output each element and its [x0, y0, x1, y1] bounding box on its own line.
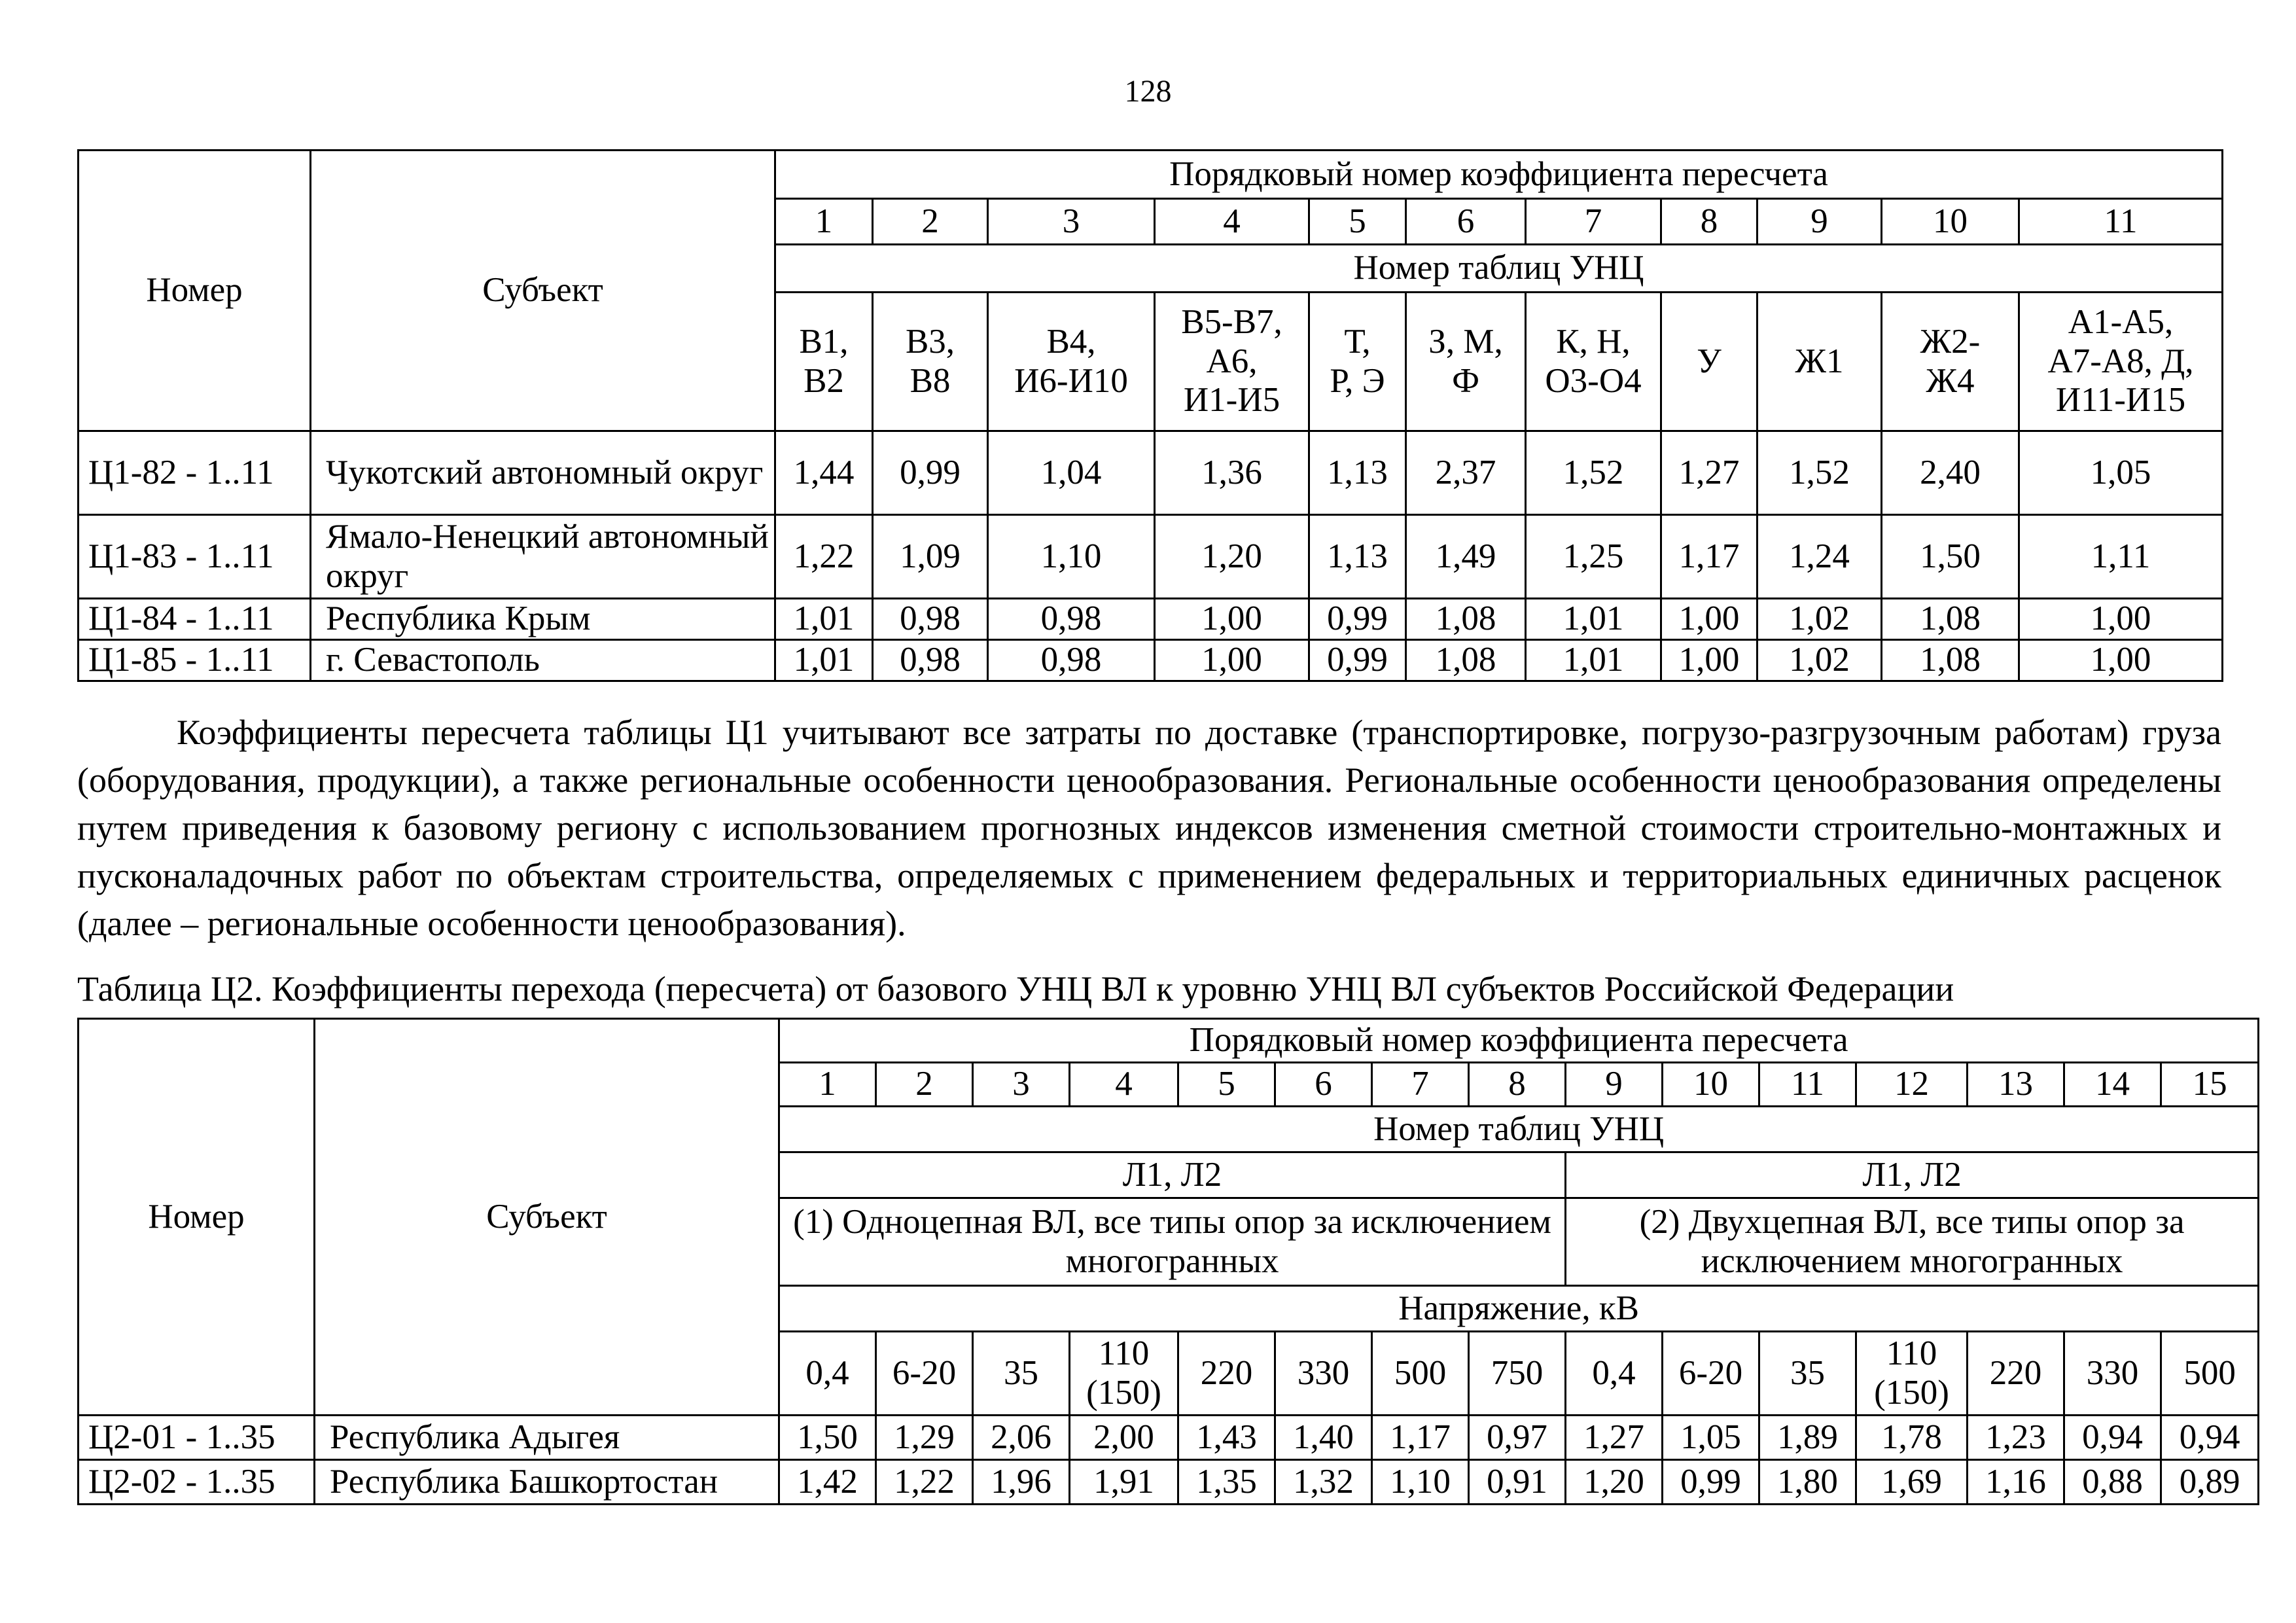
voltage-cell-line: 35 — [1004, 1353, 1038, 1392]
row-subject-cell: Ямало-Ненецкий автономный округ — [311, 515, 775, 599]
value-cell: 0,99 — [1309, 640, 1406, 681]
table-code-cell-line: А6, — [1206, 342, 1258, 380]
table-code-cell-line: В8 — [910, 361, 951, 400]
row-number-cell: Ц1-82 - 1..11 — [79, 431, 311, 515]
value-cell: 1,27 — [1661, 431, 1757, 515]
voltage-cell — [1178, 1332, 1275, 1416]
table-code-cell-line: Ж2- — [1920, 323, 1981, 361]
coef-number-cell: 9 — [1757, 199, 1882, 245]
table-code-cell-line: У — [1697, 342, 1722, 380]
value-cell: 1,16 — [1968, 1460, 2064, 1505]
value-cell: 1,32 — [1275, 1460, 1372, 1505]
row-number-cell: Ц2-02 - 1..35 — [79, 1460, 315, 1505]
table-c1-body — [79, 431, 2223, 681]
header-unc-tables: Номер таблиц УНЦ — [779, 1107, 2259, 1152]
coef-number-cell: 15 — [2161, 1063, 2259, 1107]
voltage-cell — [779, 1332, 876, 1416]
value-cell: 1,78 — [1856, 1416, 1968, 1460]
coef-number-cell: 3 — [973, 1063, 1070, 1107]
table-code-cell — [1155, 293, 1309, 431]
table-code-cell — [1406, 293, 1526, 431]
row-subject-cell: Республика Крым — [311, 599, 775, 640]
value-cell: 1,49 — [1406, 515, 1526, 599]
value-cell: 1,00 — [2019, 599, 2223, 640]
table-code-cell — [873, 293, 988, 431]
value-cell: 1,50 — [779, 1416, 876, 1460]
table2-caption: Таблица Ц2. Коэффициенты перехода (пересчета) от базового УНЦ ВЛ к уровню УНЦ ВЛ субъектов Российской Федерации — [77, 969, 1954, 1008]
value-cell: 0,88 — [2064, 1460, 2161, 1505]
row-subject-cell: г. Севастополь — [311, 640, 775, 681]
voltage-cell-line: 110 — [1098, 1334, 1150, 1373]
voltage-cell-line: 0,4 — [1592, 1353, 1636, 1392]
table-code-cell — [1309, 293, 1406, 431]
table-code-cell-line: Т, — [1344, 323, 1371, 361]
value-cell: 1,10 — [988, 515, 1155, 599]
coef-number-cell: 7 — [1372, 1063, 1469, 1107]
value-cell: 1,27 — [1566, 1416, 1663, 1460]
table-code-cell — [988, 293, 1155, 431]
coef-number-cell: 7 — [1526, 199, 1661, 245]
header-coef-group: Порядковый номер коэффициента пересчета — [779, 1019, 2259, 1063]
coef-number-cell: 6 — [1406, 199, 1526, 245]
paragraph-note: Коэффициенты пересчета таблицы Ц1 учитывают все затраты по доставке (транспортировке, погрузо-разгрузочным работам) груза (оборудования, продукции), а также региональные особенности ценообразования. Региональные особенности ценообразования определены путем приведения к базовому региону с использованием прогнозных индексов изменения сметной стоимости строительно-монтажных и пусконаладочных работ по объектам строительства, определяемых с применением федеральных и территориальных единичных расценок (далее – региональные особенности ценообразования). — [77, 713, 2221, 943]
value-cell: 1,42 — [779, 1460, 876, 1505]
voltage-cell — [973, 1332, 1070, 1416]
voltage-cell-line: 6-20 — [892, 1353, 957, 1392]
coef-number-cell: 4 — [1070, 1063, 1178, 1107]
table-code-cell-line: И1-И5 — [1183, 381, 1280, 419]
table-code-cell-line: Ж1 — [1795, 342, 1844, 380]
value-cell: 2,40 — [1882, 431, 2019, 515]
table-code-cell-line: З, М, — [1428, 323, 1503, 361]
value-cell: 0,99 — [873, 431, 988, 515]
value-cell: 1,52 — [1757, 431, 1882, 515]
value-cell: 1,01 — [775, 599, 873, 640]
coef-number-cell: 5 — [1178, 1063, 1275, 1107]
table-code-cell-line: К, Н, — [1556, 323, 1631, 361]
value-cell: 1,22 — [876, 1460, 973, 1505]
table-c1 — [77, 149, 2223, 682]
header-voltage: Напряжение, кВ — [779, 1286, 2259, 1332]
row-subject-cell: Республика Башкортостан — [315, 1460, 779, 1505]
table-code-cell-line: Р, Э — [1330, 361, 1385, 400]
value-cell: 1,24 — [1757, 515, 1882, 599]
value-cell: 1,02 — [1757, 640, 1882, 681]
value-cell: 1,00 — [1661, 599, 1757, 640]
coef-number-cell: 10 — [1663, 1063, 1759, 1107]
value-cell: 1,09 — [873, 515, 988, 599]
table-code-cell — [1526, 293, 1661, 431]
table-code-cell — [1757, 293, 1882, 431]
value-cell: 0,98 — [988, 640, 1155, 681]
value-cell: 1,52 — [1526, 431, 1661, 515]
voltage-cell — [1759, 1332, 1856, 1416]
voltage-cell — [2161, 1332, 2259, 1416]
value-cell: 0,98 — [873, 640, 988, 681]
voltage-cell-line: 330 — [1297, 1353, 1350, 1392]
voltage-cell — [1070, 1332, 1178, 1416]
value-cell: 1,08 — [1882, 640, 2019, 681]
coef-number-cell: 3 — [988, 199, 1155, 245]
row-number-cell: Ц2-01 - 1..35 — [79, 1416, 315, 1460]
row-subject-cell: Республика Адыгея — [315, 1416, 779, 1460]
value-cell: 1,69 — [1856, 1460, 1968, 1505]
row-number-cell: Ц1-84 - 1..11 — [79, 599, 311, 640]
value-cell: 1,43 — [1178, 1416, 1275, 1460]
value-cell: 1,01 — [1526, 640, 1661, 681]
value-cell: 1,89 — [1759, 1416, 1856, 1460]
header-subject: Субъект — [315, 1019, 779, 1416]
value-cell: 0,98 — [988, 599, 1155, 640]
value-cell: 1,13 — [1309, 515, 1406, 599]
table-code-cell-line: В4, — [1046, 323, 1096, 361]
value-cell: 1,04 — [988, 431, 1155, 515]
value-cell: 1,01 — [775, 640, 873, 681]
voltage-cell-line: 220 — [1200, 1353, 1253, 1392]
coef-number-cell: 13 — [1968, 1063, 2064, 1107]
line-type-single-circuit: (1) Одноцепная ВЛ, все типы опор за исключением многогранных — [779, 1198, 1566, 1286]
voltage-cell — [1372, 1332, 1469, 1416]
table-code-cell-line: И11-И15 — [2055, 381, 2186, 419]
value-cell: 1,25 — [1526, 515, 1661, 599]
voltage-cell-line: 0,4 — [805, 1353, 849, 1392]
coef-number-cell: 8 — [1661, 199, 1757, 245]
value-cell: 1,00 — [1155, 599, 1309, 640]
value-cell: 2,37 — [1406, 431, 1526, 515]
table-row — [79, 599, 2223, 640]
page-number: 128 — [1124, 74, 1172, 109]
voltage-cell-line: 220 — [1989, 1353, 2042, 1392]
header-number: Номер — [79, 1019, 315, 1416]
value-cell: 1,20 — [1155, 515, 1309, 599]
value-cell: 0,94 — [2064, 1416, 2161, 1460]
value-cell: 0,91 — [1469, 1460, 1566, 1505]
table-code-cell-line: А7-А8, Д, — [2047, 342, 2194, 380]
table-code-cell-line: В1, — [799, 323, 849, 361]
voltage-cell — [1566, 1332, 1663, 1416]
value-cell: 1,23 — [1968, 1416, 2064, 1460]
table-row — [79, 431, 2223, 515]
value-cell: 1,80 — [1759, 1460, 1856, 1505]
value-cell: 1,10 — [1372, 1460, 1469, 1505]
value-cell: 1,20 — [1566, 1460, 1663, 1505]
value-cell: 1,22 — [775, 515, 873, 599]
coef-number-cell: 11 — [2019, 199, 2223, 245]
voltage-cell-line: 500 — [2183, 1353, 2236, 1392]
value-cell: 0,97 — [1469, 1416, 1566, 1460]
table-group-left: Л1, Л2 — [779, 1152, 1566, 1198]
voltage-cell-line: 330 — [2086, 1353, 2139, 1392]
voltage-cell — [1968, 1332, 2064, 1416]
coef-number-cell: 8 — [1469, 1063, 1566, 1107]
table-row — [79, 515, 2223, 599]
voltage-cell-line: 500 — [1394, 1353, 1447, 1392]
value-cell: 2,06 — [973, 1416, 1070, 1460]
voltage-cell-line: (150) — [1086, 1373, 1161, 1412]
value-cell: 1,08 — [1406, 599, 1526, 640]
value-cell: 1,00 — [2019, 640, 2223, 681]
voltage-cell-line: 110 — [1886, 1334, 1937, 1373]
value-cell: 0,89 — [2161, 1460, 2259, 1505]
value-cell: 1,91 — [1070, 1460, 1178, 1505]
value-cell: 2,00 — [1070, 1416, 1178, 1460]
voltage-cell-line: 750 — [1491, 1353, 1544, 1392]
table-row — [79, 640, 2223, 681]
coef-number-cell: 2 — [876, 1063, 973, 1107]
coef-number-cell: 6 — [1275, 1063, 1372, 1107]
header-unc-tables: Номер таблиц УНЦ — [775, 245, 2223, 293]
value-cell: 0,94 — [2161, 1416, 2259, 1460]
value-cell: 1,29 — [876, 1416, 973, 1460]
table-code-cell — [775, 293, 873, 431]
coef-number-cell: 5 — [1309, 199, 1406, 245]
table-code-cell-line: И6-И10 — [1014, 361, 1128, 400]
value-cell: 1,05 — [1663, 1416, 1759, 1460]
value-cell: 1,35 — [1178, 1460, 1275, 1505]
table-code-cell — [2019, 293, 2223, 431]
table-c2-body — [79, 1416, 2259, 1505]
value-cell: 1,08 — [1406, 640, 1526, 681]
value-cell: 1,08 — [1882, 599, 2019, 640]
table-code-cell — [1882, 293, 2019, 431]
coef-number-cell: 10 — [1882, 199, 2019, 245]
voltage-cell-line: 6-20 — [1678, 1353, 1743, 1392]
coef-number-cell: 1 — [779, 1063, 876, 1107]
coef-number-cell: 4 — [1155, 199, 1309, 245]
table-code-cell-line: В5-В7, — [1181, 303, 1282, 342]
voltage-cell — [1663, 1332, 1759, 1416]
value-cell: 1,11 — [2019, 515, 2223, 599]
coef-number-cell: 9 — [1566, 1063, 1663, 1107]
value-cell: 1,05 — [2019, 431, 2223, 515]
value-cell: 1,36 — [1155, 431, 1309, 515]
value-cell: 1,40 — [1275, 1416, 1372, 1460]
table-code-cell-line: Ф — [1452, 361, 1479, 400]
row-number-cell: Ц1-83 - 1..11 — [79, 515, 311, 599]
voltage-cell — [1275, 1332, 1372, 1416]
table-code-cell — [1661, 293, 1757, 431]
coef-number-cell: 1 — [775, 199, 873, 245]
table-row — [79, 1460, 2259, 1505]
table-group-right: Л1, Л2 — [1566, 1152, 2259, 1198]
value-cell: 1,44 — [775, 431, 873, 515]
voltage-cell — [876, 1332, 973, 1416]
value-cell: 0,98 — [873, 599, 988, 640]
coef-number-cell: 12 — [1856, 1063, 1968, 1107]
value-cell: 1,17 — [1372, 1416, 1469, 1460]
voltage-cell — [2064, 1332, 2161, 1416]
voltage-cell-line: 35 — [1790, 1353, 1825, 1392]
coef-number-cell: 2 — [873, 199, 988, 245]
row-number-cell: Ц1-85 - 1..11 — [79, 640, 311, 681]
table-code-cell-line: О3-О4 — [1545, 361, 1642, 400]
value-cell: 1,13 — [1309, 431, 1406, 515]
header-number: Номер — [79, 151, 311, 431]
table-code-cell-line: Ж4 — [1926, 361, 1975, 400]
row-subject-cell: Чукотский автономный округ — [311, 431, 775, 515]
value-cell: 1,00 — [1155, 640, 1309, 681]
table-code-cell-line: А1-А5, — [2068, 303, 2174, 342]
value-cell: 1,17 — [1661, 515, 1757, 599]
value-cell: 0,99 — [1663, 1460, 1759, 1505]
table-c2 — [77, 1018, 2259, 1505]
value-cell: 1,02 — [1757, 599, 1882, 640]
coef-number-cell: 14 — [2064, 1063, 2161, 1107]
voltage-cell — [1469, 1332, 1566, 1416]
voltage-cell-line: (150) — [1874, 1373, 1949, 1412]
value-cell: 1,50 — [1882, 515, 2019, 599]
table-code-cell-line: В2 — [804, 361, 844, 400]
line-type-double-circuit: (2) Двухцепная ВЛ, все типы опор за исключением многогранных — [1566, 1198, 2259, 1286]
value-cell: 0,99 — [1309, 599, 1406, 640]
header-subject: Субъект — [311, 151, 775, 431]
table-row — [79, 1416, 2259, 1460]
table-code-cell-line: В3, — [905, 323, 955, 361]
voltage-cell — [1856, 1332, 1968, 1416]
coef-number-cell: 11 — [1759, 1063, 1856, 1107]
value-cell: 1,00 — [1661, 640, 1757, 681]
value-cell: 1,96 — [973, 1460, 1070, 1505]
header-coef-group: Порядковый номер коэффициента пересчета — [775, 151, 2223, 199]
value-cell: 1,01 — [1526, 599, 1661, 640]
